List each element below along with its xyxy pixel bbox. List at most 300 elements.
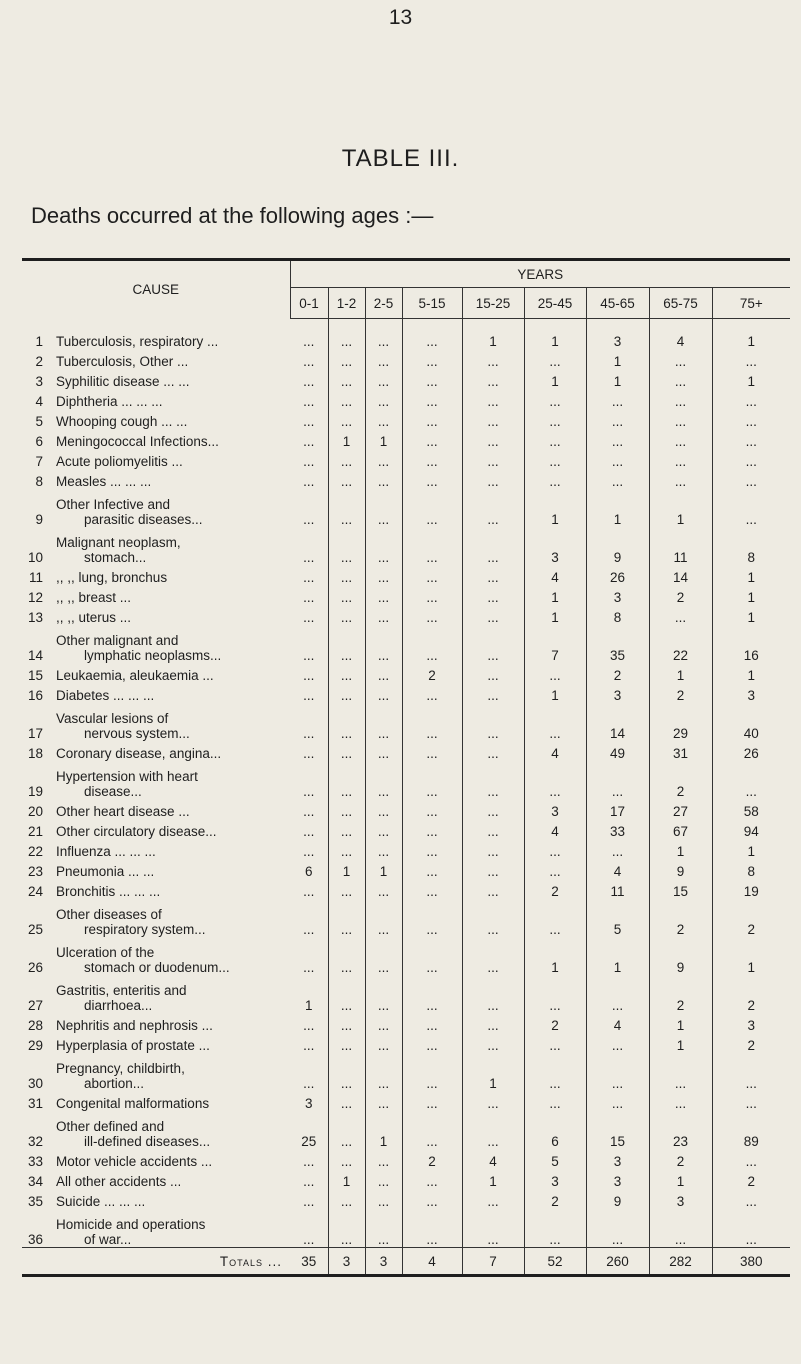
- cause-cell: [54, 1013, 290, 1033]
- value-cell: ...: [462, 469, 524, 489]
- value-cell: ...: [462, 625, 524, 663]
- header-cause: CAUSE: [22, 261, 290, 319]
- value-cell: ...: [402, 449, 462, 469]
- value-cell: 25: [290, 1111, 328, 1149]
- value-cell: ...: [524, 1091, 586, 1111]
- value-cell: 1: [747, 844, 756, 859]
- value-cell: ...: [649, 449, 712, 469]
- cause-label: Whooping cough ... ...: [56, 414, 188, 429]
- value-cell: ...: [462, 683, 524, 703]
- value-cell: ...: [462, 1033, 524, 1053]
- value-cell: 5: [586, 899, 649, 937]
- table-row: [22, 1189, 790, 1209]
- cause-label: Acute poliomyelitis ...: [56, 454, 183, 469]
- cause-label-cont: of war...: [84, 1232, 132, 1247]
- value-cell: ...: [365, 761, 402, 799]
- value-cell: ...: [402, 899, 462, 937]
- row-number: 1: [35, 334, 43, 349]
- value-cell: ...: [402, 329, 462, 349]
- value-cell: 2: [649, 683, 712, 703]
- table-row: [22, 937, 790, 975]
- cause-label: Pneumonia ... ...: [56, 864, 155, 879]
- value-cell: ...: [290, 741, 328, 761]
- value-cell: 2: [649, 899, 712, 937]
- cause-label: Influenza ... ... ...: [56, 844, 156, 859]
- cause-label: Nephritis and nephrosis ...: [56, 1018, 213, 1033]
- value-cell: ...: [290, 663, 328, 683]
- cause-label: Hyperplasia of prostate ...: [56, 1038, 210, 1053]
- value-cell: 4: [462, 1149, 524, 1169]
- value-cell: ...: [462, 663, 524, 683]
- cause-label-cont: lymphatic neoplasms...: [84, 648, 222, 663]
- value-cell: ...: [402, 799, 462, 819]
- value-cell: ...: [402, 839, 462, 859]
- value-cell: 1: [328, 1169, 365, 1189]
- cause-cell: [54, 899, 290, 937]
- table-row: [22, 527, 790, 565]
- cause-cell: [54, 429, 290, 449]
- value-cell: ...: [290, 937, 328, 975]
- value-cell: ...: [290, 761, 328, 799]
- value-cell: ...: [402, 1013, 462, 1033]
- cause-cell: [54, 1169, 290, 1189]
- value-cell: ...: [365, 1209, 402, 1248]
- value-cell: ...: [328, 839, 365, 859]
- value-cell: 1: [586, 937, 649, 975]
- header-age-3: 5-15: [402, 288, 462, 319]
- row-number: 16: [27, 688, 43, 703]
- value-cell: ...: [402, 369, 462, 389]
- value-cell: 67: [649, 819, 712, 839]
- cause-cell: [54, 859, 290, 879]
- value-cell: ...: [649, 409, 712, 429]
- value-cell: ...: [402, 489, 462, 527]
- value-cell: 2: [524, 1013, 586, 1033]
- value-cell: ...: [328, 565, 365, 585]
- table: [22, 261, 790, 1274]
- value-cell: 19: [743, 884, 759, 899]
- value-cell: 3: [747, 688, 756, 703]
- value-cell: 9: [649, 937, 712, 975]
- value-cell: ...: [365, 369, 402, 389]
- totals-label: Totals ...: [22, 1248, 290, 1275]
- value-cell: ...: [524, 389, 586, 409]
- value-cell: ...: [402, 625, 462, 663]
- value-cell: 2: [747, 998, 756, 1013]
- value-cell: ...: [586, 1033, 649, 1053]
- table-row: [22, 1149, 790, 1169]
- cause-label: Other defined and: [56, 1119, 165, 1134]
- row-number: 22: [27, 844, 43, 859]
- cause-cell: [54, 937, 290, 975]
- value-cell: 9: [586, 527, 649, 565]
- value-cell: 89: [743, 1134, 759, 1149]
- total-cell: 7: [462, 1248, 524, 1275]
- value-cell: ...: [290, 1189, 328, 1209]
- value-cell: ...: [365, 585, 402, 605]
- table-row: [22, 585, 790, 605]
- cause-label-cont: abortion...: [84, 1076, 145, 1091]
- cause-label: Other malignant and: [56, 633, 179, 648]
- value-cell: ...: [365, 1169, 402, 1189]
- cause-label-cont: disease...: [84, 784, 142, 799]
- value-cell: 26: [743, 746, 759, 761]
- table-bottom-rule: [22, 1274, 790, 1277]
- value-cell: ...: [462, 819, 524, 839]
- cause-cell: [54, 1053, 290, 1091]
- total-cell: 4: [402, 1248, 462, 1275]
- value-cell: ...: [328, 879, 365, 899]
- value-cell: ...: [328, 409, 365, 429]
- value-cell: ...: [402, 605, 462, 625]
- value-cell: ...: [290, 625, 328, 663]
- table-row: [22, 449, 790, 469]
- value-cell: ...: [328, 469, 365, 489]
- value-cell: ...: [328, 389, 365, 409]
- value-cell: ...: [524, 1209, 586, 1248]
- spacer-row: [22, 319, 790, 330]
- value-cell: 2: [649, 1149, 712, 1169]
- value-cell: ...: [290, 1033, 328, 1053]
- value-cell: ...: [524, 349, 586, 369]
- table-row: [22, 683, 790, 703]
- cause-cell: [54, 839, 290, 859]
- value-cell: ...: [328, 1209, 365, 1248]
- value-cell: ...: [365, 683, 402, 703]
- value-cell: ...: [402, 429, 462, 449]
- row-number: 8: [35, 474, 43, 489]
- table-row: [22, 839, 790, 859]
- value-cell: 1: [747, 668, 756, 683]
- value-cell: ...: [328, 585, 365, 605]
- cause-label: Other heart disease ...: [56, 804, 190, 819]
- value-cell: 1: [586, 349, 649, 369]
- row-number: 28: [27, 1018, 43, 1033]
- value-cell: ...: [649, 349, 712, 369]
- value-cell: 3: [586, 1149, 649, 1169]
- value-cell: ...: [462, 429, 524, 449]
- cause-label: Meningococcal Infections...: [56, 434, 219, 449]
- value-cell: 2: [747, 1174, 756, 1189]
- value-cell: ...: [290, 489, 328, 527]
- value-cell: 9: [586, 1189, 649, 1209]
- value-cell: 1: [524, 937, 586, 975]
- value-cell: 94: [743, 824, 759, 839]
- value-cell: ...: [745, 454, 757, 469]
- row-number: 26: [27, 960, 43, 975]
- value-cell: ...: [365, 975, 402, 1013]
- value-cell: ...: [328, 449, 365, 469]
- cause-label: All other accidents ...: [56, 1174, 182, 1189]
- cause-label-cont: diarrhoea...: [84, 998, 153, 1013]
- value-cell: ...: [402, 409, 462, 429]
- value-cell: ...: [290, 1169, 328, 1189]
- value-cell: ...: [328, 663, 365, 683]
- value-cell: ...: [462, 703, 524, 741]
- value-cell: ...: [462, 565, 524, 585]
- cause-label: Hypertension with heart: [56, 769, 198, 784]
- value-cell: ...: [365, 527, 402, 565]
- value-cell: ...: [586, 409, 649, 429]
- value-cell: ...: [745, 414, 757, 429]
- value-cell: ...: [745, 1076, 757, 1091]
- value-cell: 17: [586, 799, 649, 819]
- row-number: 25: [27, 922, 43, 937]
- value-cell: ...: [586, 1209, 649, 1248]
- table-row: [22, 369, 790, 389]
- table-row: [22, 741, 790, 761]
- value-cell: ...: [365, 879, 402, 899]
- value-cell: ...: [328, 1091, 365, 1111]
- value-cell: ...: [462, 389, 524, 409]
- header-age-5: 25-45: [524, 288, 586, 319]
- value-cell: 29: [649, 703, 712, 741]
- value-cell: 2: [586, 663, 649, 683]
- total-cell: 282: [649, 1248, 712, 1275]
- value-cell: 8: [747, 550, 756, 565]
- table-subtitle: Deaths occurred at the following ages :—: [31, 203, 434, 228]
- value-cell: 1: [747, 374, 756, 389]
- cause-cell: [54, 469, 290, 489]
- value-cell: ...: [328, 819, 365, 839]
- value-cell: 2: [524, 1189, 586, 1209]
- value-cell: 1: [365, 859, 402, 879]
- value-cell: 6: [524, 1111, 586, 1149]
- cause-cell: [54, 585, 290, 605]
- value-cell: ...: [365, 329, 402, 349]
- value-cell: 33: [586, 819, 649, 839]
- value-cell: ...: [365, 899, 402, 937]
- value-cell: ...: [524, 1033, 586, 1053]
- value-cell: ...: [290, 409, 328, 429]
- value-cell: ...: [586, 449, 649, 469]
- value-cell: ...: [328, 625, 365, 663]
- value-cell: ...: [524, 1053, 586, 1091]
- value-cell: ...: [328, 761, 365, 799]
- value-cell: ...: [745, 1194, 757, 1209]
- value-cell: 2: [402, 663, 462, 683]
- table-row: [22, 1169, 790, 1189]
- value-cell: 1: [586, 489, 649, 527]
- value-cell: ...: [649, 605, 712, 625]
- total-cell: 260: [586, 1248, 649, 1275]
- value-cell: 1: [747, 334, 756, 349]
- cause-label: Bronchitis ... ... ...: [56, 884, 161, 899]
- cause-cell: [54, 1149, 290, 1169]
- value-cell: 3: [586, 329, 649, 349]
- value-cell: ...: [290, 819, 328, 839]
- cause-label: Other diseases of: [56, 907, 162, 922]
- value-cell: ...: [328, 741, 365, 761]
- value-cell: ...: [586, 975, 649, 1013]
- row-number: 21: [27, 824, 43, 839]
- value-cell: ...: [402, 1169, 462, 1189]
- value-cell: 2: [649, 975, 712, 1013]
- header-age-8: 75+: [712, 288, 790, 319]
- cause-cell: [54, 565, 290, 585]
- value-cell: ...: [649, 429, 712, 449]
- value-cell: ...: [402, 975, 462, 1013]
- row-number: 14: [27, 648, 43, 663]
- value-cell: ...: [402, 1189, 462, 1209]
- table-row: [22, 469, 790, 489]
- value-cell: 1: [524, 585, 586, 605]
- value-cell: ...: [524, 859, 586, 879]
- cause-cell: [54, 1033, 290, 1053]
- row-number: 3: [35, 374, 43, 389]
- value-cell: ...: [745, 394, 757, 409]
- row-number: 31: [27, 1096, 43, 1111]
- value-cell: ...: [524, 449, 586, 469]
- value-cell: ...: [586, 761, 649, 799]
- value-cell: 15: [586, 1111, 649, 1149]
- cause-label: Leukaemia, aleukaemia ...: [56, 668, 214, 683]
- value-cell: ...: [649, 1091, 712, 1111]
- cause-cell: [54, 1209, 290, 1248]
- cause-label: Congenital malformations: [56, 1096, 210, 1111]
- value-cell: ...: [524, 899, 586, 937]
- value-cell: 1: [524, 489, 586, 527]
- cause-label: Malignant neoplasm,: [56, 535, 181, 550]
- value-cell: ...: [328, 1033, 365, 1053]
- value-cell: ...: [462, 799, 524, 819]
- header-age-0: 0-1: [290, 288, 328, 319]
- cause-label: Vascular lesions of: [56, 711, 169, 726]
- value-cell: ...: [402, 1111, 462, 1149]
- value-cell: 7: [524, 625, 586, 663]
- row-number: 4: [35, 394, 43, 409]
- value-cell: 9: [649, 859, 712, 879]
- value-cell: ...: [365, 741, 402, 761]
- value-cell: 1: [649, 1013, 712, 1033]
- value-cell: 1: [328, 859, 365, 879]
- cause-cell: [54, 625, 290, 663]
- cause-label-cont: parasitic diseases...: [84, 512, 203, 527]
- value-cell: 1: [649, 663, 712, 683]
- value-cell: 8: [747, 864, 756, 879]
- value-cell: ...: [365, 799, 402, 819]
- value-cell: 8: [586, 605, 649, 625]
- table-row: [22, 899, 790, 937]
- value-cell: 14: [586, 703, 649, 741]
- value-cell: ...: [290, 703, 328, 741]
- value-cell: 1: [649, 489, 712, 527]
- value-cell: 2: [747, 1038, 756, 1053]
- value-cell: 6: [290, 859, 328, 879]
- value-cell: ...: [365, 449, 402, 469]
- value-cell: ...: [290, 1209, 328, 1248]
- totals-row: [22, 1248, 790, 1275]
- value-cell: ...: [745, 1232, 757, 1247]
- value-cell: 27: [649, 799, 712, 819]
- value-cell: 3: [586, 585, 649, 605]
- cause-cell: [54, 527, 290, 565]
- value-cell: 3: [586, 683, 649, 703]
- value-cell: ...: [745, 1154, 757, 1169]
- value-cell: 11: [586, 879, 649, 899]
- value-cell: ...: [328, 975, 365, 1013]
- cause-cell: [54, 489, 290, 527]
- value-cell: ...: [290, 349, 328, 369]
- value-cell: 1: [586, 369, 649, 389]
- value-cell: ...: [402, 819, 462, 839]
- table-row: [22, 329, 790, 349]
- value-cell: ...: [402, 585, 462, 605]
- value-cell: ...: [365, 1091, 402, 1111]
- value-cell: ...: [402, 1091, 462, 1111]
- row-number: 29: [27, 1038, 43, 1053]
- row-number: 6: [35, 434, 43, 449]
- row-number: 19: [27, 784, 43, 799]
- value-cell: 4: [586, 859, 649, 879]
- value-cell: ...: [524, 975, 586, 1013]
- value-cell: ...: [402, 1033, 462, 1053]
- value-cell: ...: [365, 703, 402, 741]
- table-row: [22, 819, 790, 839]
- value-cell: ...: [365, 625, 402, 663]
- table-row: [22, 409, 790, 429]
- table-row: [22, 975, 790, 1013]
- cause-cell: [54, 409, 290, 429]
- value-cell: ...: [328, 1149, 365, 1169]
- value-cell: ...: [290, 389, 328, 409]
- table-row: [22, 761, 790, 799]
- value-cell: 2: [747, 922, 756, 937]
- value-cell: ...: [365, 349, 402, 369]
- cause-cell: [54, 819, 290, 839]
- cause-label-cont: nervous system...: [84, 726, 190, 741]
- value-cell: ...: [328, 527, 365, 565]
- value-cell: ...: [365, 937, 402, 975]
- value-cell: 1: [462, 1053, 524, 1091]
- total-cell: 52: [524, 1248, 586, 1275]
- value-cell: ...: [462, 409, 524, 429]
- cause-cell: [54, 349, 290, 369]
- cause-label: Pregnancy, childbirth,: [56, 1061, 185, 1076]
- value-cell: ...: [328, 1053, 365, 1091]
- cause-label: Diphtheria ... ... ...: [56, 394, 163, 409]
- cause-label: Homicide and operations: [56, 1217, 206, 1232]
- table-row: [22, 1053, 790, 1091]
- total-cell: 3: [365, 1248, 402, 1275]
- value-cell: 16: [743, 648, 759, 663]
- cause-label: Gastritis, enteritis and: [56, 983, 187, 998]
- row-number: 32: [27, 1134, 43, 1149]
- value-cell: ...: [402, 761, 462, 799]
- value-cell: ...: [402, 565, 462, 585]
- value-cell: ...: [290, 1149, 328, 1169]
- value-cell: ...: [290, 839, 328, 859]
- value-cell: 3: [747, 1018, 756, 1033]
- value-cell: ...: [524, 761, 586, 799]
- table-row: [22, 389, 790, 409]
- value-cell: 2: [649, 761, 712, 799]
- value-cell: 49: [586, 741, 649, 761]
- value-cell: ...: [365, 1189, 402, 1209]
- value-cell: ...: [290, 585, 328, 605]
- value-cell: ...: [402, 859, 462, 879]
- cause-label: Suicide ... ... ...: [56, 1194, 146, 1209]
- cause-cell: [54, 799, 290, 819]
- value-cell: 1: [462, 1169, 524, 1189]
- value-cell: ...: [290, 1013, 328, 1033]
- value-cell: 1: [524, 683, 586, 703]
- value-cell: 15: [649, 879, 712, 899]
- cause-label-cont: ill-defined diseases...: [84, 1134, 211, 1149]
- value-cell: 35: [586, 625, 649, 663]
- value-cell: ...: [402, 349, 462, 369]
- value-cell: ...: [462, 369, 524, 389]
